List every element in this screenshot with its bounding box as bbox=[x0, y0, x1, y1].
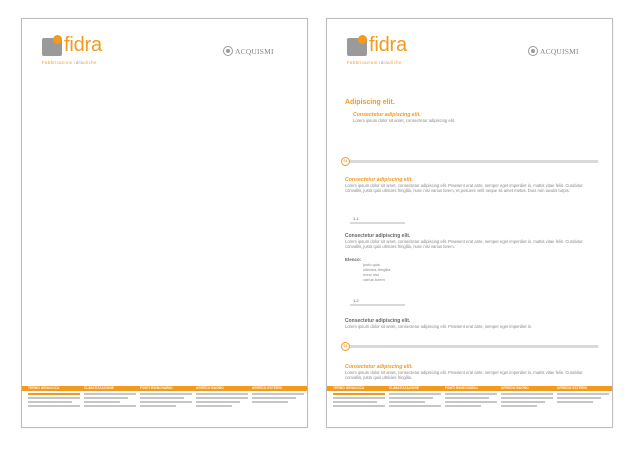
item-text: Lorem ipsum dolor sit amet, consectetur adipiscing elit. Praesent erat ante, semper eget imperdiet in. bbox=[345, 324, 533, 329]
footer-col-arredo-bagno bbox=[196, 386, 248, 407]
footer-text-line bbox=[389, 397, 433, 399]
footer-text-line bbox=[445, 397, 489, 399]
item-number: 1.1 bbox=[353, 216, 359, 221]
section-number-badge: 01 bbox=[341, 157, 350, 166]
footer-text-line bbox=[28, 397, 80, 399]
list-block bbox=[345, 257, 465, 282]
footer-text-line bbox=[28, 401, 72, 403]
footer-col-arredo-esterni bbox=[252, 386, 304, 403]
footer-col-arredo-esterni bbox=[557, 386, 609, 403]
footer-text-line bbox=[445, 393, 497, 395]
section-01-block bbox=[345, 177, 599, 193]
footer-col-title: ARREDO ESTERNI bbox=[252, 386, 282, 390]
item-1-1-block bbox=[345, 233, 599, 249]
section-02-block bbox=[345, 364, 599, 380]
section-text: Lorem ipsum dolor sit amet, consectetur adipiscing elit. Praesent erat ante, semper eget imperdiet in, mattis vitae felis. Curabitur convallis, justo quis ultricies fringilla. bbox=[345, 370, 583, 381]
footer-text-line bbox=[84, 393, 136, 395]
logo-word: fidra bbox=[64, 34, 102, 56]
list-item: justo quis bbox=[363, 262, 380, 267]
footer-text-line bbox=[389, 405, 441, 407]
acquismi-globe-icon bbox=[528, 46, 538, 56]
footer-text-line bbox=[389, 393, 441, 395]
footer-text-line bbox=[84, 401, 120, 403]
footer-col-title: CLIMATIZZAZIONE bbox=[84, 386, 115, 390]
footer-text-line bbox=[501, 397, 553, 399]
acquismi-globe-icon bbox=[223, 46, 233, 56]
footer-text-line bbox=[84, 397, 128, 399]
footer-text-line bbox=[501, 405, 537, 407]
footer bbox=[327, 386, 612, 427]
footer-text-line bbox=[140, 393, 192, 395]
footer-text-line bbox=[389, 401, 425, 403]
logo-word: fidra bbox=[369, 34, 407, 56]
footer-col-title: TERMO IDRAULICA bbox=[28, 386, 60, 390]
list-item: ultricies fringilla bbox=[363, 267, 391, 272]
footer-text-line bbox=[333, 397, 385, 399]
section-rule bbox=[350, 160, 598, 163]
footer-col-termo bbox=[333, 386, 385, 407]
footer-col-title: ARREDO BAGNO bbox=[196, 386, 224, 390]
acquismi-text: ACQUISMI bbox=[540, 47, 579, 56]
footer-col-fonti bbox=[140, 386, 192, 407]
item-number: 1.2 bbox=[353, 298, 359, 303]
footer-text-line bbox=[140, 405, 176, 407]
footer-text-line bbox=[196, 401, 240, 403]
logo-tagline: Fabbricazioni idrauliche bbox=[42, 60, 97, 65]
footer-text-line bbox=[196, 393, 248, 395]
section-number-badge: 02 bbox=[341, 342, 350, 351]
section-text: Lorem ipsum dolor sit amet, consectetur adipiscing elit. Praesent erat ante, semper eget imperdiet in, mattis vitae felis. Curabitur convallis, justo quis ultricies fringilla, nunc nisi varius lorem, et posuere velit neque sit amet metus. Duis non iaculis turpis. bbox=[345, 183, 583, 194]
acquismi-logo bbox=[223, 46, 293, 58]
footer-col-clima bbox=[389, 386, 441, 407]
footer-text-line bbox=[28, 393, 80, 395]
item-1-2-header bbox=[345, 298, 425, 308]
footer-col-fonti bbox=[445, 386, 497, 407]
list-item: varius lorem bbox=[363, 277, 385, 282]
footer-col-termo bbox=[28, 386, 80, 407]
footer-text-line bbox=[84, 405, 136, 407]
footer-text-line bbox=[333, 401, 377, 403]
letterhead-page-content bbox=[326, 18, 613, 428]
list-title: Elenco: bbox=[345, 257, 362, 262]
footer-text-line bbox=[501, 393, 553, 395]
item-subheading: Consectetur adipiscing elit. bbox=[345, 318, 411, 324]
logo-mark-icon bbox=[42, 38, 62, 56]
footer-text-line bbox=[140, 401, 192, 403]
section-rule bbox=[350, 345, 598, 348]
footer-text-line bbox=[557, 393, 609, 395]
footer bbox=[22, 386, 307, 427]
footer-text-line bbox=[445, 401, 497, 403]
footer-text-line bbox=[28, 405, 80, 407]
footer-text-line bbox=[557, 397, 601, 399]
item-1-1-header bbox=[345, 216, 425, 226]
section-header-02 bbox=[341, 342, 597, 352]
footer-text-line bbox=[252, 397, 296, 399]
acquismi-text: ACQUISMI bbox=[235, 47, 274, 56]
footer-text-line bbox=[140, 397, 184, 399]
footer-text-line bbox=[333, 405, 385, 407]
document-heading: Adipiscing elit. bbox=[345, 99, 395, 106]
footer-col-title: ARREDO ESTERNI bbox=[557, 386, 587, 390]
item-rule bbox=[350, 222, 405, 224]
item-subheading: Consectetur adipiscing elit. bbox=[345, 233, 411, 239]
logo-tagline: Fabbricazioni idrauliche bbox=[347, 60, 402, 65]
footer-text-line bbox=[196, 405, 232, 407]
intro-subheading: Consectetur adipiscing elit. bbox=[353, 112, 421, 118]
item-text: Lorem ipsum dolor sit amet, consectetur adipiscing elit. Praesent erat ante, semper eget imperdiet in, mattis vitae felis. Curabitur convallis, justo quis ultricies fringilla, nunc nisi varius lorem. bbox=[345, 239, 583, 250]
footer-text-line bbox=[196, 397, 248, 399]
footer-col-clima bbox=[84, 386, 136, 407]
section-subheading: Consectetur adipiscing elit. bbox=[345, 364, 413, 370]
footer-text-line bbox=[501, 401, 545, 403]
intro-block bbox=[353, 112, 455, 123]
footer-col-title: ARREDO BAGNO bbox=[501, 386, 529, 390]
fidra-logo bbox=[347, 36, 457, 76]
footer-col-arredo-bagno bbox=[501, 386, 553, 407]
footer-text-line bbox=[445, 405, 481, 407]
footer-col-title: FONTI RINNOVABILI bbox=[140, 386, 173, 390]
footer-col-title: TERMO IDRAULICA bbox=[333, 386, 365, 390]
footer-text-line bbox=[252, 393, 304, 395]
item-rule bbox=[350, 304, 405, 306]
footer-text-line bbox=[333, 393, 385, 395]
fidra-logo bbox=[42, 36, 152, 76]
footer-col-title: FONTI RINNOVABILI bbox=[445, 386, 478, 390]
item-1-2-block bbox=[345, 318, 599, 329]
acquismi-logo bbox=[528, 46, 598, 58]
intro-text: Lorem ipsum dolor sit amet, consectetur adipiscing elit. bbox=[353, 118, 455, 123]
letterhead-page-blank bbox=[21, 18, 308, 428]
section-header-01 bbox=[341, 157, 597, 167]
list-item: nunc nisi bbox=[363, 272, 379, 277]
footer-text-line bbox=[252, 401, 288, 403]
footer-text-line bbox=[557, 401, 593, 403]
logo-mark-icon bbox=[347, 38, 367, 56]
section-subheading: Consectetur adipiscing elit. bbox=[345, 177, 413, 183]
footer-col-title: CLIMATIZZAZIONE bbox=[389, 386, 420, 390]
